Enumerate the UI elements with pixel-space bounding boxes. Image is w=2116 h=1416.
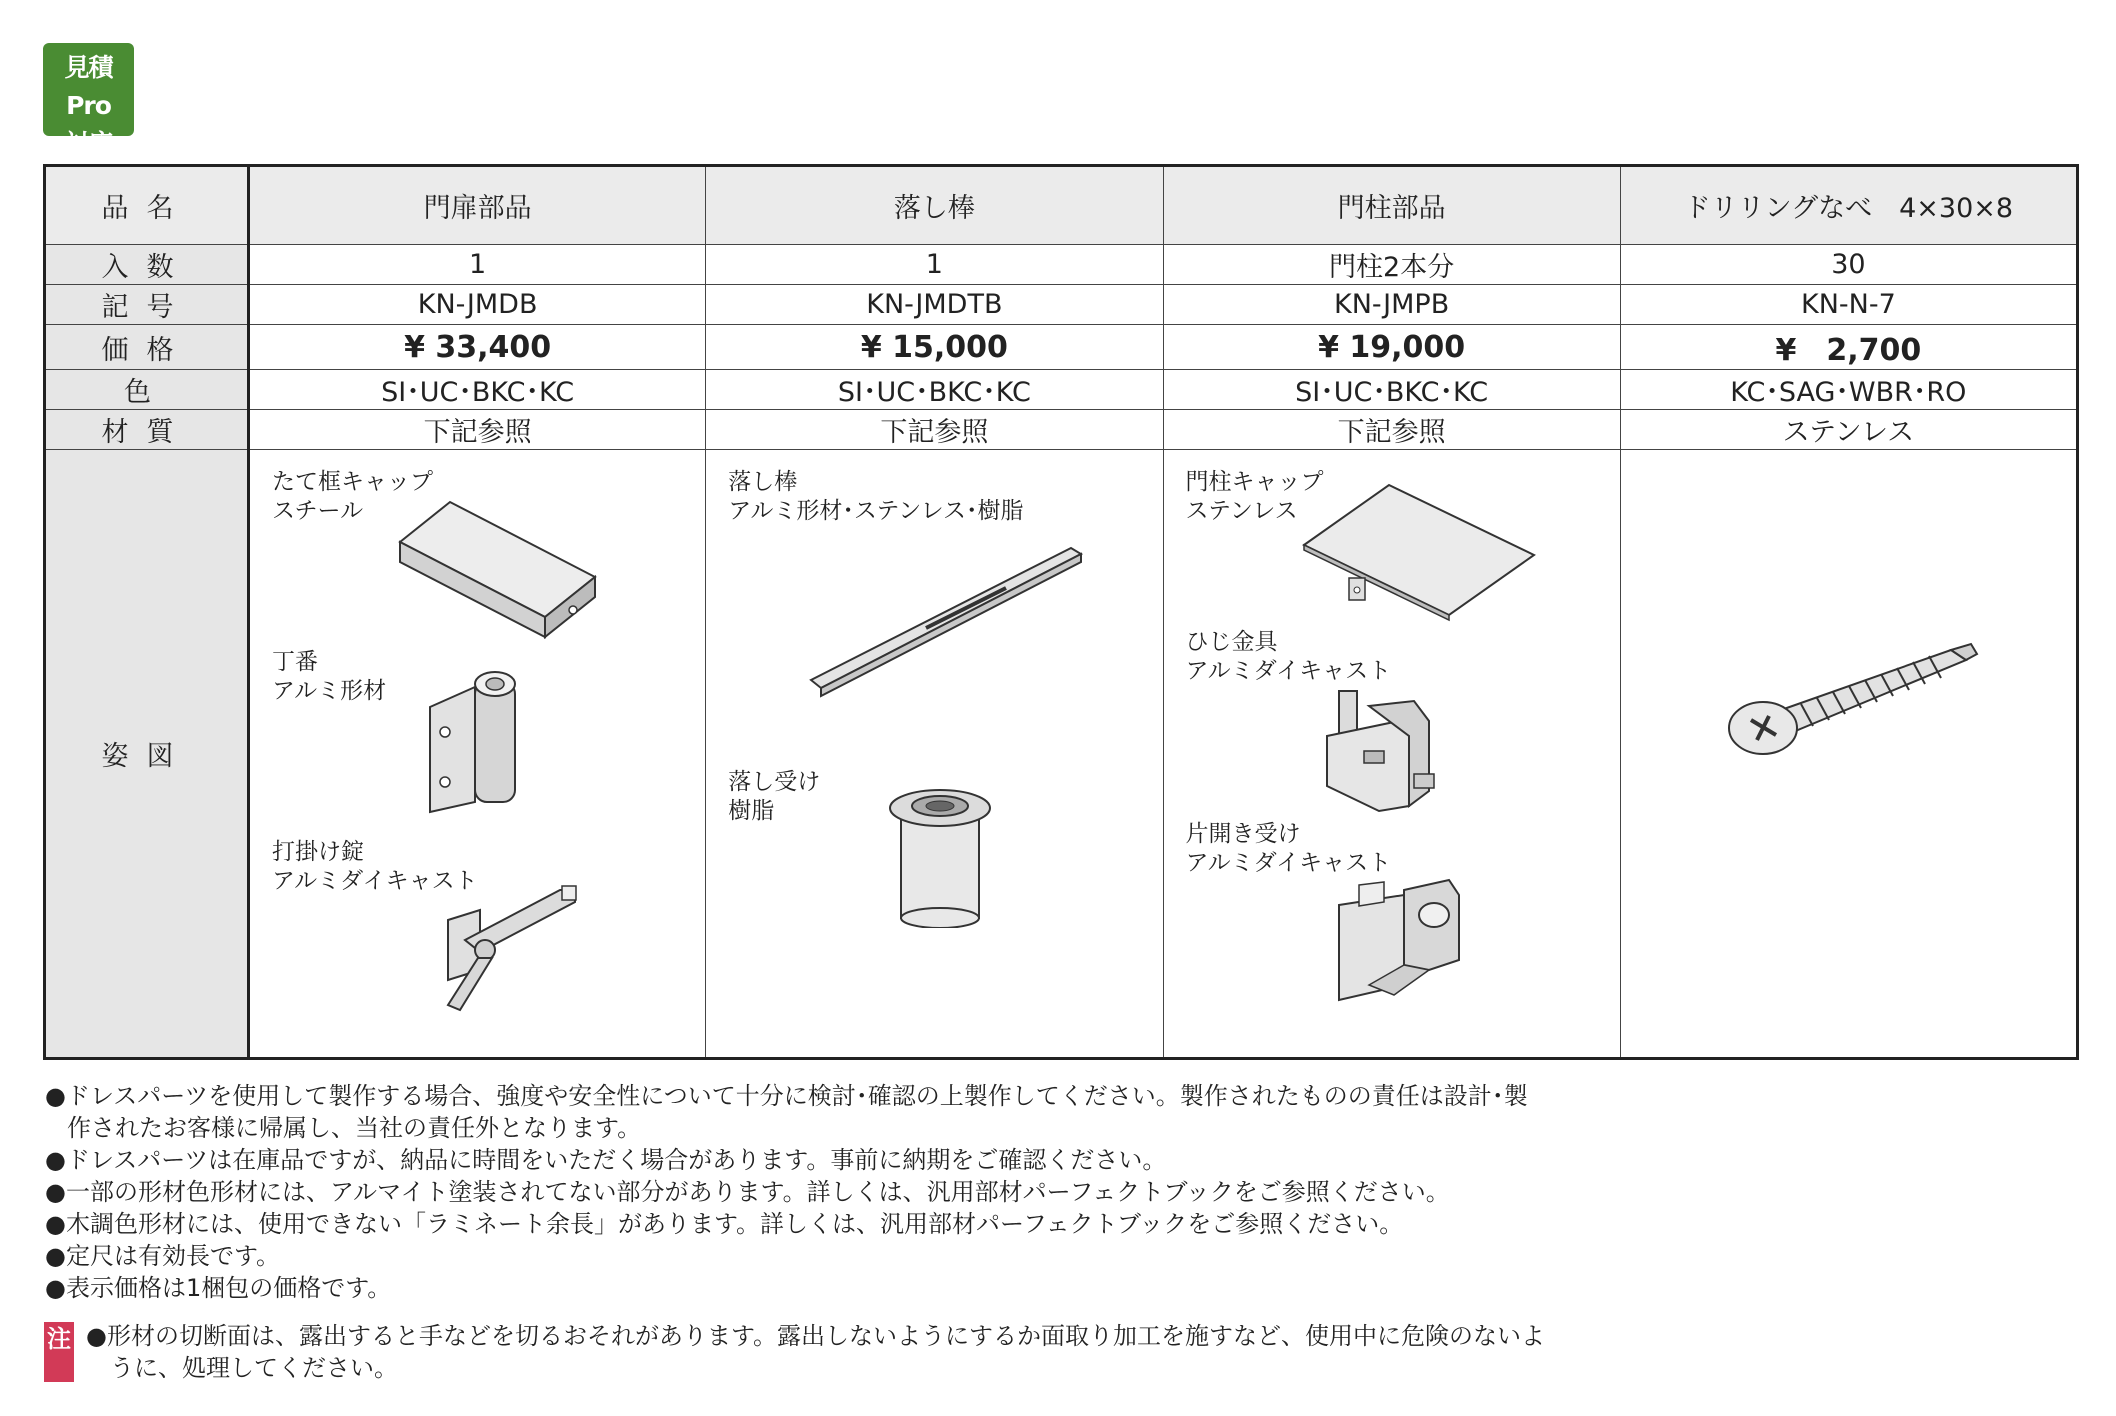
cell-material: 下記参照 — [1163, 410, 1620, 450]
drop-receiver-illustration — [886, 778, 996, 928]
figure-label: 打掛け錠 アルミダイキャスト — [272, 839, 478, 894]
cell-name: 門扉部品 — [249, 166, 706, 245]
mitsumori-pro-badge — [43, 43, 134, 158]
figure-label: 片開き受け アルミダイキャスト — [1185, 821, 1392, 876]
row-header-figure: 姿図 — [45, 450, 249, 1059]
figure-label: 落し受け 樹脂 — [728, 769, 821, 824]
caution-tag: 注 — [44, 1322, 74, 1382]
note-item: ●定尺は有効長です。 — [45, 1242, 281, 1270]
note-item: ●ドレスパーツを使用して製作する場合、強度や安全性について十分に検討･確認の上製作してください。製作されたものの責任は設計･製 — [45, 1082, 1528, 1110]
figure-label: ひじ金具 アルミダイキャスト — [1185, 629, 1392, 684]
cell-color: SI･UC･BKC･KC — [249, 370, 706, 410]
figure-cell-gate-parts — [249, 450, 706, 1059]
caution-line-continuation: うに、処理してください。 — [110, 1354, 398, 1382]
cell-qty: 門柱2本分 — [1163, 245, 1620, 285]
figure-label: 門柱キャップ ステンレス — [1185, 469, 1324, 524]
caution-line: ●形材の切断面は、露出すると手などを切るおそれがあります。露出しないようにするか面取り加工を施すなど、使用中に危険のないよ — [86, 1322, 1546, 1350]
cell-name: 門柱部品 — [1163, 166, 1620, 245]
row-header-price: 価格 — [45, 325, 249, 370]
cell-code: KN-N-7 — [1620, 285, 2077, 325]
elbow-bracket-illustration — [1319, 686, 1459, 816]
note-item: ●一部の形材色形材には、アルマイト塗装されてない部分があります。詳しくは、汎用部材パーフェクトブックをご参照ください。 — [45, 1178, 1450, 1206]
cell-price: ¥ 15,000 — [706, 325, 1163, 370]
row-material — [45, 410, 2078, 450]
cell-qty: 30 — [1620, 245, 2077, 285]
notes-list — [45, 1080, 1585, 1304]
spec-table — [43, 164, 2079, 1060]
row-price — [45, 325, 2078, 370]
latch-lock-illustration — [440, 880, 590, 1020]
row-header-color: 色 — [45, 370, 249, 410]
badge-line1: 見積Pro — [64, 53, 113, 120]
cell-material: 下記参照 — [249, 410, 706, 450]
row-header-name: 品名 — [45, 166, 249, 245]
cell-code: KN-JMDB — [249, 285, 706, 325]
hinge-illustration — [415, 662, 535, 822]
note-item: ●ドレスパーツは在庫品ですが、納品に時間をいただく場合があります。事前に納期をご確認ください。 — [45, 1146, 1167, 1174]
note-item: ●表示価格は1梱包の価格です。 — [45, 1274, 392, 1302]
row-figure — [45, 450, 2078, 1059]
figure-label: 丁番 アルミ形材 — [272, 649, 387, 704]
figure-label: たて框キャップ スチール — [272, 469, 433, 524]
caution-note — [86, 1320, 1586, 1384]
row-header-qty: 入数 — [45, 245, 249, 285]
cell-color: SI･UC･BKC･KC — [1163, 370, 1620, 410]
figure-cell-post-parts — [1163, 450, 1620, 1059]
figure-cell-drilling-screw — [1620, 450, 2077, 1059]
cell-code: KN-JMPB — [1163, 285, 1620, 325]
cell-price: ¥ 33,400 — [249, 325, 706, 370]
row-color — [45, 370, 2078, 410]
cell-qty: 1 — [249, 245, 706, 285]
figure-cell-drop-bar — [706, 450, 1163, 1059]
note-item: ●木調色形材には、使用できない「ラミネート余長」があります。詳しくは、汎用部材パーフェクトブックをご参照ください。 — [45, 1210, 1404, 1238]
drop-bar-illustration — [806, 540, 1086, 700]
post-cap-illustration — [1294, 480, 1544, 630]
figure-label: 落し棒 アルミ形材･ステンレス･樹脂 — [728, 469, 1024, 524]
cell-price: ¥ 19,000 — [1163, 325, 1620, 370]
cell-color: SI･UC･BKC･KC — [706, 370, 1163, 410]
frame-cap-illustration — [390, 492, 610, 642]
cell-color: KC･SAG･WBR･RO — [1620, 370, 2077, 410]
single-swing-stop-illustration — [1334, 870, 1474, 1010]
row-code — [45, 285, 2078, 325]
note-item-continuation: 作されたお客様に帰属し、当社の責任外となります。 — [67, 1114, 642, 1142]
cell-material: 下記参照 — [706, 410, 1163, 450]
cell-price: ¥ 2,700 — [1620, 325, 2077, 370]
row-qty — [45, 245, 2078, 285]
cell-material: ステンレス — [1620, 410, 2077, 450]
cell-name: 落し棒 — [706, 166, 1163, 245]
cell-qty: 1 — [706, 245, 1163, 285]
row-header-code: 記号 — [45, 285, 249, 325]
cell-name: ドリリングなべ 4×30×8 — [1620, 166, 2077, 245]
drilling-screw-illustration — [1721, 640, 1981, 780]
badge-line2: 対応 — [64, 129, 113, 158]
row-name — [45, 166, 2078, 245]
cell-code: KN-JMDTB — [706, 285, 1163, 325]
row-header-material: 材質 — [45, 410, 249, 450]
